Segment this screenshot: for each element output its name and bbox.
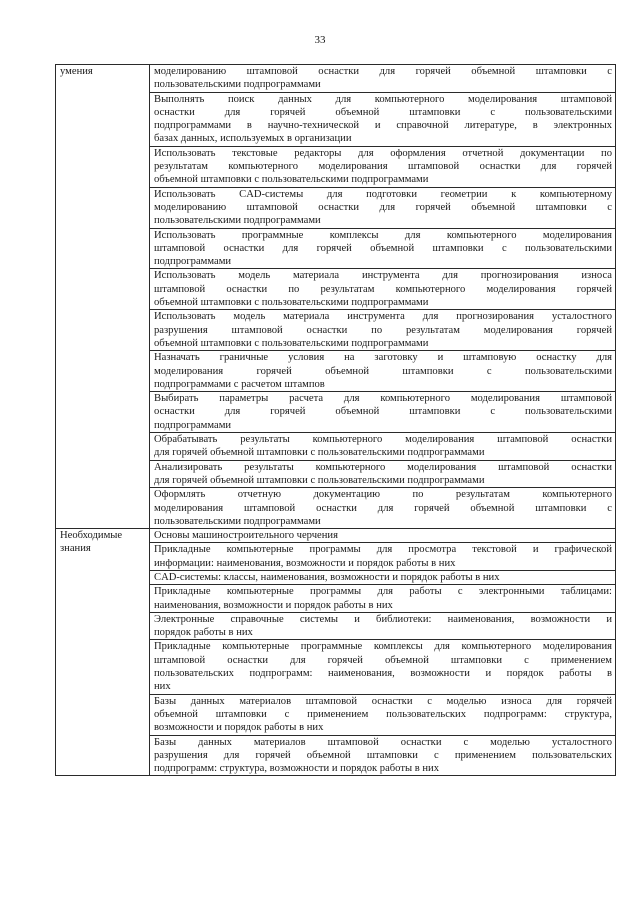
text-line: Использовать модель материала инструмента для прогнозирования усталостного	[154, 311, 612, 323]
requirement-text	[150, 433, 616, 461]
text-line: Основы машиностроительного черчения	[154, 530, 338, 542]
requirements-table	[55, 64, 616, 776]
text-line: базах данных, используемых в организации	[154, 133, 352, 145]
text-line: CAD-системы: классы, наименования, возможности и порядок работы в них	[154, 571, 500, 583]
text-line: них	[154, 681, 171, 693]
text-line: Использовать модель материала инструмента для прогнозирования износа	[154, 270, 612, 282]
text-line: объемной штамповки с пользовательскими подпрограммами	[154, 174, 429, 186]
text-line: Прикладные компьютерные программные комплексы для компьютерного моделирования	[154, 641, 612, 653]
section-label: Необходимые знания	[56, 529, 150, 776]
text-line: объемной штамповки с пользовательскими подпрограммами	[154, 297, 429, 309]
page-number: 33	[314, 34, 326, 46]
text-line: Анализировать результаты компьютерного моделирования штамповой оснастки	[154, 461, 612, 473]
text-line: моделированию штамповой оснастки для горячей объемной штамповки с	[154, 201, 612, 213]
text-line: Электронные справочные системы и библиотеки: наименования, возможности и	[154, 613, 612, 625]
text-line: для горячей объемной штамповки с пользовательскими подпрограммами	[154, 474, 485, 486]
text-line: разрушения для горячей объемной штамповки с применением пользовательских	[154, 749, 612, 761]
section-label: умения	[56, 65, 150, 529]
requirement-text	[150, 570, 616, 584]
text-line: Назначать граничные условия на заготовку и штамповую оснастку для	[154, 352, 612, 364]
text-line: возможности и порядок работы в них	[154, 722, 324, 734]
text-line: Базы данных материалов штамповой оснастки с моделью износа для горячей	[154, 695, 612, 707]
text-line: Оформлять отчетную документацию по результатам компьютерного	[154, 489, 612, 501]
requirement-text	[150, 694, 616, 735]
text-line: моделирования штамповой оснастки для горячей объемной штамповки с	[154, 502, 612, 514]
text-line: подпрограммами с расчетом штампов	[154, 378, 325, 390]
requirement-text	[150, 310, 616, 351]
text-line: информации: наименования, возможности и порядок работы в них	[154, 557, 456, 569]
text-line: подпрограмм: структура, возможности и порядок работы в них	[154, 763, 440, 775]
text-line: оснастки для горячей объемной штамповки с пользовательскими	[154, 106, 612, 118]
text-line: Использовать текстовые редакторы для оформления отчетной документации по	[154, 147, 612, 159]
requirement-text	[150, 351, 616, 392]
requirement-text	[150, 146, 616, 187]
text-line: штамповой оснастки по результатам компьютерного моделирования горячей	[154, 283, 612, 295]
text-line: пользовательскими подпрограммами	[154, 215, 321, 227]
text-line: Использовать CAD-системы для подготовки геометрии к компьютерному	[154, 188, 612, 200]
requirements-table-body	[56, 65, 616, 776]
requirement-text	[150, 460, 616, 488]
requirement-text	[150, 228, 616, 269]
text-line: моделирования горячей объемной штамповки с пользовательскими	[154, 365, 612, 377]
requirement-text	[150, 543, 616, 571]
text-line: Выполнять поиск данных для компьютерного моделирования штамповой	[154, 93, 612, 105]
requirement-text	[150, 92, 616, 146]
text-line: пользовательских подпрограмм: наименования, возможности и порядок работы в	[154, 668, 612, 680]
text-line: штамповой оснастки для горячей объемной штамповки с применением	[154, 654, 612, 666]
requirement-text	[150, 612, 616, 640]
text-line: пользовательскими подпрограммами	[154, 515, 321, 527]
text-line: объемной штамповки с пользовательскими подпрограммами	[154, 337, 429, 349]
table-row	[56, 529, 616, 543]
text-line: оснастки для горячей объемной штамповки с пользовательскими	[154, 406, 612, 418]
requirement-text	[150, 65, 616, 93]
text-line: пользовательскими подпрограммами	[154, 79, 321, 91]
text-line: результатам компьютерного моделирования штамповой оснастки для горячей	[154, 161, 612, 173]
text-line: моделированию штамповой оснастки для горячей объемной штамповки с	[154, 66, 612, 77]
requirement-text	[150, 392, 616, 433]
text-line: подпрограммами	[154, 419, 232, 431]
text-line: Обрабатывать результаты компьютерного моделирования штамповой оснастки	[154, 434, 612, 446]
text-line: для горячей объемной штамповки с пользовательскими подпрограммами	[154, 447, 485, 459]
text-line: разрушения штамповой оснастки по результатам моделирования горячей	[154, 324, 612, 336]
requirement-text	[150, 585, 616, 613]
requirement-text	[150, 488, 616, 529]
text-line: Базы данных материалов штамповой оснастки с моделью усталостного	[154, 736, 612, 748]
table-row	[56, 65, 616, 93]
text-line: наименования, возможности и порядок работы в них	[154, 599, 393, 611]
requirement-text	[150, 187, 616, 228]
requirement-text	[150, 529, 616, 543]
text-line: подпрограммами в научно-технической и справочной литературе, в электронных	[154, 120, 612, 132]
text-line: порядок работы в них	[154, 627, 253, 639]
text-line: штамповой оснастки для горячей объемной штамповки с пользовательскими	[154, 242, 612, 254]
text-line: подпрограммами	[154, 256, 232, 268]
requirement-text	[150, 269, 616, 310]
text-line: Прикладные компьютерные программы для работы с электронными таблицами:	[154, 586, 612, 598]
text-line: Использовать программные комплексы для компьютерного моделирования	[154, 229, 612, 241]
text-line: объемной штамповки с применением пользовательских подпрограмм: структура,	[154, 708, 612, 720]
requirement-text	[150, 735, 616, 776]
text-line: Выбирать параметры расчета для компьютерного моделирования штамповой	[154, 393, 612, 405]
text-line: Прикладные компьютерные программы для просмотра текстовой и графической	[154, 544, 612, 556]
requirement-text	[150, 640, 616, 694]
